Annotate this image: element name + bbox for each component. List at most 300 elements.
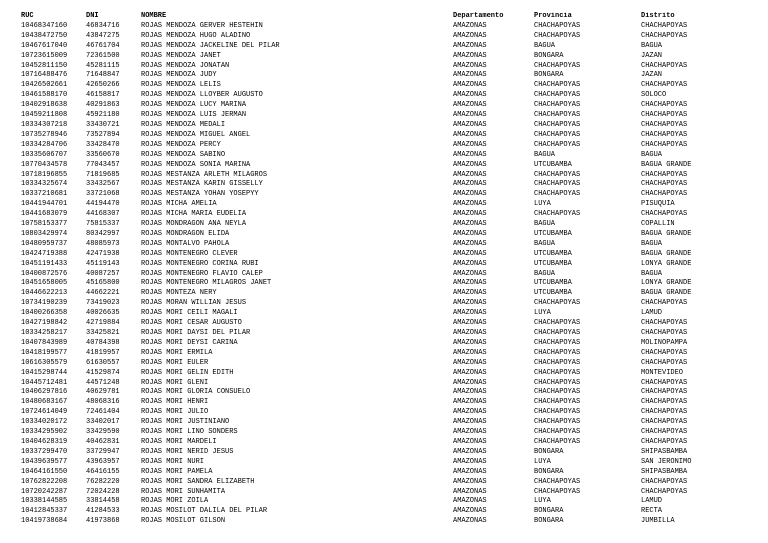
cell-provincia: CHACHAPOYAS (534, 91, 581, 100)
cell-provincia: CHACHAPOYAS (534, 190, 581, 199)
cell-ruc: 10451191433 (21, 259, 68, 268)
cell-dni: 42471938 (86, 249, 120, 258)
cell-nombre: ROJAS MORI LINO SONDERS (141, 428, 238, 437)
table-row (21, 151, 761, 161)
cell-provincia: BAGUA (534, 269, 556, 278)
cell-distrito: COPALLIN (641, 220, 675, 229)
table-row (21, 349, 761, 359)
cell-nombre: ROJAS MORI NURI (141, 457, 205, 466)
cell-nombre: ROJAS MONTEZA NERY (141, 289, 217, 298)
cell-provincia: UTCUBAMBA (534, 259, 572, 268)
cell-distrito: CHACHAPOYAS (641, 477, 688, 486)
cell-provincia: UTCUBAMBA (534, 249, 572, 258)
cell-departamento: AMAZONAS (453, 279, 487, 288)
cell-provincia: BAGUA (534, 239, 556, 248)
table-row (21, 141, 761, 151)
cell-ruc: 10445712481 (21, 378, 68, 387)
cell-nombre: ROJAS MESTANZA ARLETH MILAGROS (141, 170, 268, 179)
cell-nombre: ROJAS MORI ERMILA (141, 348, 213, 357)
table-row (21, 121, 761, 131)
cell-nombre: ROJAS MESTANZA YOHAN YOSEPYY (141, 190, 259, 199)
cell-provincia: UTCUBAMBA (534, 229, 572, 238)
cell-distrito: CHACHAPOYAS (641, 418, 688, 427)
cell-distrito: CHACHAPOYAS (641, 101, 688, 110)
cell-provincia: CHACHAPOYAS (534, 319, 581, 328)
cell-departamento: AMAZONAS (453, 81, 487, 90)
table-row (21, 91, 761, 101)
cell-provincia: CHACHAPOYAS (534, 329, 581, 337)
cell-distrito: LAMUD (641, 309, 663, 318)
cell-dni: 73419023 (86, 299, 120, 308)
cell-ruc: 10427198842 (21, 319, 68, 328)
cell-ruc: 10337299470 (21, 447, 68, 456)
cell-nombre: ROJAS MORI GELIN EDITH (141, 368, 234, 377)
cell-departamento: AMAZONAS (453, 220, 487, 229)
cell-nombre: ROJAS MENDOZA JANET (141, 51, 221, 60)
table-row (21, 260, 761, 270)
cell-departamento: AMAZONAS (453, 358, 487, 367)
cell-departamento: AMAZONAS (453, 249, 487, 258)
cell-dni: 72461404 (86, 408, 120, 417)
table-row (21, 388, 761, 398)
cell-departamento: AMAZONAS (453, 51, 487, 60)
cell-distrito: CHACHAPOYAS (641, 299, 688, 308)
cell-departamento: AMAZONAS (453, 140, 487, 149)
cell-departamento: AMAZONAS (453, 368, 487, 377)
cell-ruc: 10467617040 (21, 41, 68, 50)
cell-distrito: SHIPASBAMBA (641, 467, 688, 476)
cell-departamento: AMAZONAS (453, 111, 487, 120)
cell-nombre: ROJAS MONDRAGON ANA NEYLA (141, 220, 247, 229)
cell-ruc: 10716488476 (21, 71, 68, 80)
cell-dni: 71648847 (86, 71, 120, 80)
cell-provincia: CHACHAPOYAS (534, 101, 581, 110)
cell-nombre: ROJAS MORI MARDELI (141, 437, 217, 446)
cell-nombre: ROJAS MOSILOT DALILA DEL PILAR (141, 507, 268, 516)
table-row (21, 200, 761, 210)
cell-dni: 44194470 (86, 200, 120, 209)
cell-nombre: ROJAS MENDOZA LLOYBER AUGUSTO (141, 91, 263, 100)
cell-ruc: 10404628319 (21, 437, 68, 446)
cell-provincia: CHACHAPOYAS (534, 487, 581, 496)
cell-dni: 61630557 (86, 358, 120, 367)
cell-distrito: CHACHAPOYAS (641, 437, 688, 446)
cell-nombre: ROJAS MONTENEGRO FLAVIO CALEP (141, 269, 263, 278)
table-row (21, 71, 761, 81)
cell-departamento: AMAZONAS (453, 170, 487, 179)
cell-dni: 77043457 (86, 160, 120, 169)
cell-ruc: 10338144585 (21, 497, 68, 506)
cell-dni: 40087257 (86, 269, 120, 278)
cell-distrito: CHACHAPOYAS (641, 180, 688, 189)
cell-nombre: ROJAS MOSILOT GILSON (141, 517, 226, 526)
cell-provincia: BONGARA (534, 51, 564, 60)
cell-dni: 72361500 (86, 51, 120, 60)
cell-distrito: BAGUA GRANDE (641, 229, 692, 238)
cell-nombre: ROJAS MONTALVO PAHOLA (141, 239, 230, 248)
table-row (21, 398, 761, 408)
cell-distrito: CHACHAPOYAS (641, 428, 688, 437)
cell-provincia: CHACHAPOYAS (534, 81, 581, 90)
cell-provincia: BAGUA (534, 220, 556, 229)
cell-departamento: AMAZONAS (453, 190, 487, 199)
cell-ruc: 10734190239 (21, 299, 68, 308)
cell-distrito: CHACHAPOYAS (641, 398, 688, 407)
cell-departamento: AMAZONAS (453, 309, 487, 318)
cell-ruc: 10735278946 (21, 130, 68, 139)
cell-nombre: ROJAS MENDOZA SONIA MARINA (141, 160, 251, 169)
cell-nombre: ROJAS MENDOZA JONATAN (141, 61, 230, 70)
cell-provincia: CHACHAPOYAS (534, 61, 581, 70)
cell-nombre: ROJAS MONTENEGRO MILAGROS JANET (141, 279, 272, 288)
cell-provincia: BAGUA (534, 150, 556, 159)
cell-departamento: AMAZONAS (453, 31, 487, 40)
cell-departamento: AMAZONAS (453, 408, 487, 417)
cell-ruc: 10468347160 (21, 21, 68, 30)
cell-distrito: BAGUA (641, 239, 663, 248)
cell-provincia: CHACHAPOYAS (534, 437, 581, 446)
cell-ruc: 10452811150 (21, 61, 68, 70)
cell-departamento: AMAZONAS (453, 239, 487, 248)
cell-dni: 43963957 (86, 457, 120, 466)
cell-departamento: AMAZONAS (453, 200, 487, 209)
cell-dni: 73527894 (86, 130, 120, 139)
table-row (21, 190, 761, 200)
cell-departamento: AMAZONAS (453, 150, 487, 159)
cell-departamento: AMAZONAS (453, 497, 487, 506)
header-departamento: Departamento (453, 12, 504, 20)
cell-provincia: CHACHAPOYAS (534, 408, 581, 417)
cell-ruc: 10418199577 (21, 348, 68, 357)
table-row (21, 458, 761, 468)
cell-dni: 33560670 (86, 150, 120, 159)
cell-provincia: CHACHAPOYAS (534, 338, 581, 347)
cell-dni: 46761704 (86, 41, 120, 50)
cell-departamento: AMAZONAS (453, 71, 487, 80)
header-provincia: Provincia (534, 12, 572, 20)
cell-ruc: 10459211808 (21, 111, 68, 120)
cell-dni: 46834716 (86, 21, 120, 30)
cell-distrito: BAGUA (641, 150, 663, 159)
cell-dni: 75815337 (86, 220, 120, 229)
cell-ruc: 10412845337 (21, 507, 68, 516)
cell-provincia: BONGARA (534, 71, 564, 80)
cell-distrito: LONYA GRANDE (641, 279, 692, 288)
table-header (21, 12, 761, 22)
cell-nombre: ROJAS MORI HENRI (141, 398, 209, 407)
cell-departamento: AMAZONAS (453, 259, 487, 268)
cell-dni: 33814458 (86, 497, 120, 506)
cell-ruc: 10334307218 (21, 120, 68, 129)
cell-departamento: AMAZONAS (453, 120, 487, 129)
cell-departamento: AMAZONAS (453, 319, 487, 328)
header-nombre: NOMBRE (141, 12, 167, 20)
table-row (21, 289, 761, 299)
cell-nombre: ROJAS MENDOZA LELIS (141, 81, 221, 90)
cell-nombre: ROJAS MENDOZA MEDALI (141, 120, 226, 129)
cell-dni: 71819685 (86, 170, 120, 179)
cell-dni: 46158817 (86, 91, 120, 100)
table-row (21, 369, 761, 379)
table-row (21, 319, 761, 329)
cell-nombre: ROJAS MORI EULER (141, 358, 209, 367)
cell-nombre: ROJAS MICHA MARIA EUDELIA (141, 210, 247, 219)
cell-ruc: 10415298744 (21, 368, 68, 377)
cell-provincia: CHACHAPOYAS (534, 418, 581, 427)
cell-distrito: CHACHAPOYAS (641, 487, 688, 496)
cell-nombre: ROJAS MONTENEGRO CLEVER (141, 249, 238, 258)
cell-provincia: CHACHAPOYAS (534, 210, 581, 219)
cell-dni: 33430721 (86, 120, 120, 129)
table-row (21, 250, 761, 260)
table-row (21, 488, 761, 498)
cell-distrito: PISUQUIA (641, 200, 675, 209)
cell-dni: 41284533 (86, 507, 120, 516)
cell-departamento: AMAZONAS (453, 437, 487, 446)
table-row (21, 339, 761, 349)
cell-nombre: ROJAS MORI SUNHAMITA (141, 487, 226, 496)
cell-distrito: BAGUA (641, 41, 663, 50)
cell-departamento: AMAZONAS (453, 91, 487, 100)
cell-distrito: SHIPASBAMBA (641, 447, 688, 456)
cell-dni: 33729947 (86, 447, 120, 456)
cell-dni: 41819957 (86, 348, 120, 357)
table-body (21, 22, 761, 527)
cell-departamento: AMAZONAS (453, 101, 487, 110)
cell-departamento: AMAZONAS (453, 41, 487, 50)
cell-provincia: LUYA (534, 457, 551, 466)
cell-departamento: AMAZONAS (453, 447, 487, 456)
table-row (21, 379, 761, 389)
cell-ruc: 10407843989 (21, 338, 68, 347)
cell-nombre: ROJAS MORI JULIO (141, 408, 209, 417)
cell-ruc: 10426502661 (21, 81, 68, 90)
cell-departamento: AMAZONAS (453, 388, 487, 397)
cell-nombre: ROJAS MENDOZA LUCY MARINA (141, 101, 247, 110)
cell-departamento: AMAZONAS (453, 229, 487, 238)
cell-dni: 43847275 (86, 31, 120, 40)
cell-distrito: BAGUA GRANDE (641, 289, 692, 298)
cell-ruc: 10400872576 (21, 269, 68, 278)
cell-nombre: ROJAS MENDOZA JACKELINE DEL PILAR (141, 41, 280, 50)
cell-dni: 45281115 (86, 61, 120, 70)
table-row (21, 32, 761, 42)
cell-departamento: AMAZONAS (453, 160, 487, 169)
table-row (21, 171, 761, 181)
cell-departamento: AMAZONAS (453, 61, 487, 70)
table-row (21, 279, 761, 289)
cell-distrito: BAGUA (641, 269, 663, 278)
cell-distrito: RECTA (641, 507, 663, 516)
cell-distrito: CHACHAPOYAS (641, 388, 688, 397)
cell-departamento: AMAZONAS (453, 210, 487, 219)
cell-distrito: CHACHAPOYAS (641, 21, 688, 30)
cell-ruc: 10337210681 (21, 190, 68, 199)
cell-departamento: AMAZONAS (453, 398, 487, 407)
cell-distrito: CHACHAPOYAS (641, 170, 688, 179)
cell-nombre: ROJAS MORAN WILLIAN JESUS (141, 299, 247, 308)
table-row (21, 438, 761, 448)
cell-ruc: 10335606707 (21, 150, 68, 159)
cell-dni: 33721068 (86, 190, 120, 199)
cell-provincia: CHACHAPOYAS (534, 428, 581, 437)
cell-distrito: LONYA GRANDE (641, 259, 692, 268)
cell-provincia: BAGUA (534, 41, 556, 50)
table-row (21, 497, 761, 507)
cell-ruc: 10480683167 (21, 398, 68, 407)
cell-nombre: ROJAS MENDOZA PERCY (141, 140, 221, 149)
cell-dni: 40784398 (86, 338, 120, 347)
cell-ruc: 10803429974 (21, 229, 68, 238)
cell-departamento: AMAZONAS (453, 467, 487, 476)
cell-nombre: ROJAS MONTENEGRO CORINA RUBI (141, 259, 259, 268)
cell-provincia: LUYA (534, 497, 551, 506)
table-row (21, 42, 761, 52)
cell-ruc: 10406297816 (21, 388, 68, 397)
cell-provincia: CHACHAPOYAS (534, 111, 581, 120)
cell-provincia: BONGARA (534, 507, 564, 516)
cell-departamento: AMAZONAS (453, 21, 487, 30)
cell-dni: 40629781 (86, 388, 120, 397)
cell-ruc: 10424719388 (21, 249, 68, 258)
cell-dni: 40026635 (86, 309, 120, 318)
contributors-table (21, 12, 761, 527)
cell-nombre: ROJAS MENDOZA GERVER HESTEHIN (141, 21, 263, 30)
cell-dni: 80342997 (86, 229, 120, 238)
table-row (21, 131, 761, 141)
cell-ruc: 10461588170 (21, 91, 68, 100)
cell-dni: 33402017 (86, 418, 120, 427)
cell-nombre: ROJAS MORI PAMELA (141, 467, 213, 476)
table-row (21, 111, 761, 121)
cell-ruc: 10451658005 (21, 279, 68, 288)
cell-ruc: 10724614049 (21, 408, 68, 417)
cell-departamento: AMAZONAS (453, 517, 487, 526)
cell-distrito: SAN JERONIMO (641, 457, 692, 466)
cell-distrito: JUMBILLA (641, 517, 675, 526)
table-row (21, 329, 761, 339)
cell-ruc: 10718196855 (21, 170, 68, 179)
cell-nombre: ROJAS MENDOZA MIGUEL ANGEL (141, 130, 251, 139)
cell-ruc: 10334020172 (21, 418, 68, 427)
cell-departamento: AMAZONAS (453, 299, 487, 308)
cell-nombre: ROJAS MORI CEILI MAGALI (141, 309, 238, 318)
cell-provincia: CHACHAPOYAS (534, 180, 581, 189)
cell-nombre: ROJAS MORI GLORIA CONSUELO (141, 388, 251, 397)
cell-provincia: UTCUBAMBA (534, 279, 572, 288)
cell-provincia: CHACHAPOYAS (534, 130, 581, 139)
table-row (21, 408, 761, 418)
table-row (21, 359, 761, 369)
cell-ruc: 10438472750 (21, 31, 68, 40)
table-row (21, 101, 761, 111)
cell-nombre: ROJAS MONDRAGON ELIDA (141, 229, 230, 238)
cell-departamento: AMAZONAS (453, 477, 487, 486)
header-dni: DNI (86, 12, 99, 20)
cell-provincia: CHACHAPOYAS (534, 120, 581, 129)
cell-provincia: LUYA (534, 200, 551, 209)
cell-distrito: CHACHAPOYAS (641, 378, 688, 387)
cell-dni: 33428470 (86, 140, 120, 149)
cell-dni: 33429590 (86, 428, 120, 437)
cell-dni: 45921180 (86, 111, 120, 120)
cell-nombre: ROJAS MORI DAYSI DEL PILAR (141, 329, 251, 337)
cell-departamento: AMAZONAS (453, 457, 487, 466)
table-row (21, 478, 761, 488)
cell-dni: 33432567 (86, 180, 120, 189)
cell-ruc: 10441683079 (21, 210, 68, 219)
cell-departamento: AMAZONAS (453, 378, 487, 387)
cell-provincia: CHACHAPOYAS (534, 348, 581, 357)
cell-departamento: AMAZONAS (453, 180, 487, 189)
cell-provincia: CHACHAPOYAS (534, 368, 581, 377)
cell-provincia: CHACHAPOYAS (534, 170, 581, 179)
cell-distrito: CHACHAPOYAS (641, 358, 688, 367)
cell-dni: 41973868 (86, 517, 120, 526)
cell-distrito: JAZAN (641, 71, 663, 80)
cell-ruc: 10334258217 (21, 329, 68, 337)
cell-ruc: 10402918638 (21, 101, 68, 110)
table-row (21, 299, 761, 309)
cell-provincia: CHACHAPOYAS (534, 388, 581, 397)
cell-ruc: 10441944701 (21, 200, 68, 209)
table-row (21, 418, 761, 428)
cell-ruc: 10770434578 (21, 160, 68, 169)
table-row (21, 230, 761, 240)
cell-distrito: MONTEVIDEO (641, 368, 684, 377)
cell-distrito: CHACHAPOYAS (641, 61, 688, 70)
cell-ruc: 10400266358 (21, 309, 68, 318)
cell-distrito: CHACHAPOYAS (641, 130, 688, 139)
cell-distrito: MOLINOPAMPA (641, 338, 688, 347)
cell-ruc: 10334295902 (21, 428, 68, 437)
cell-nombre: ROJAS MORI NERID JESUS (141, 447, 234, 456)
cell-provincia: BONGARA (534, 517, 564, 526)
cell-provincia: BONGARA (534, 467, 564, 476)
cell-dni: 44571248 (86, 378, 120, 387)
cell-dni: 48085973 (86, 239, 120, 248)
cell-ruc: 10419738684 (21, 517, 68, 526)
cell-provincia: CHACHAPOYAS (534, 31, 581, 40)
table-row (21, 428, 761, 438)
cell-ruc: 10480959737 (21, 239, 68, 248)
cell-departamento: AMAZONAS (453, 507, 487, 516)
table-row (21, 507, 761, 517)
cell-departamento: AMAZONAS (453, 329, 487, 337)
cell-departamento: AMAZONAS (453, 269, 487, 278)
cell-ruc: 10723615009 (21, 51, 68, 60)
cell-dni: 45119143 (86, 259, 120, 268)
cell-provincia: CHACHAPOYAS (534, 21, 581, 30)
cell-ruc: 10720242287 (21, 487, 68, 496)
cell-ruc: 10758153377 (21, 220, 68, 229)
cell-provincia: CHACHAPOYAS (534, 378, 581, 387)
cell-nombre: ROJAS MENDOZA LUIS JERMAN (141, 111, 247, 120)
table-row (21, 309, 761, 319)
header-row (21, 12, 761, 22)
cell-distrito: CHACHAPOYAS (641, 319, 688, 328)
cell-distrito: BAGUA GRANDE (641, 160, 692, 169)
cell-distrito: CHACHAPOYAS (641, 408, 688, 417)
cell-departamento: AMAZONAS (453, 418, 487, 427)
cell-provincia: CHACHAPOYAS (534, 299, 581, 308)
table-row (21, 210, 761, 220)
cell-departamento: AMAZONAS (453, 338, 487, 347)
cell-departamento: AMAZONAS (453, 130, 487, 139)
cell-distrito: CHACHAPOYAS (641, 348, 688, 357)
table-row (21, 62, 761, 72)
table-row (21, 240, 761, 250)
